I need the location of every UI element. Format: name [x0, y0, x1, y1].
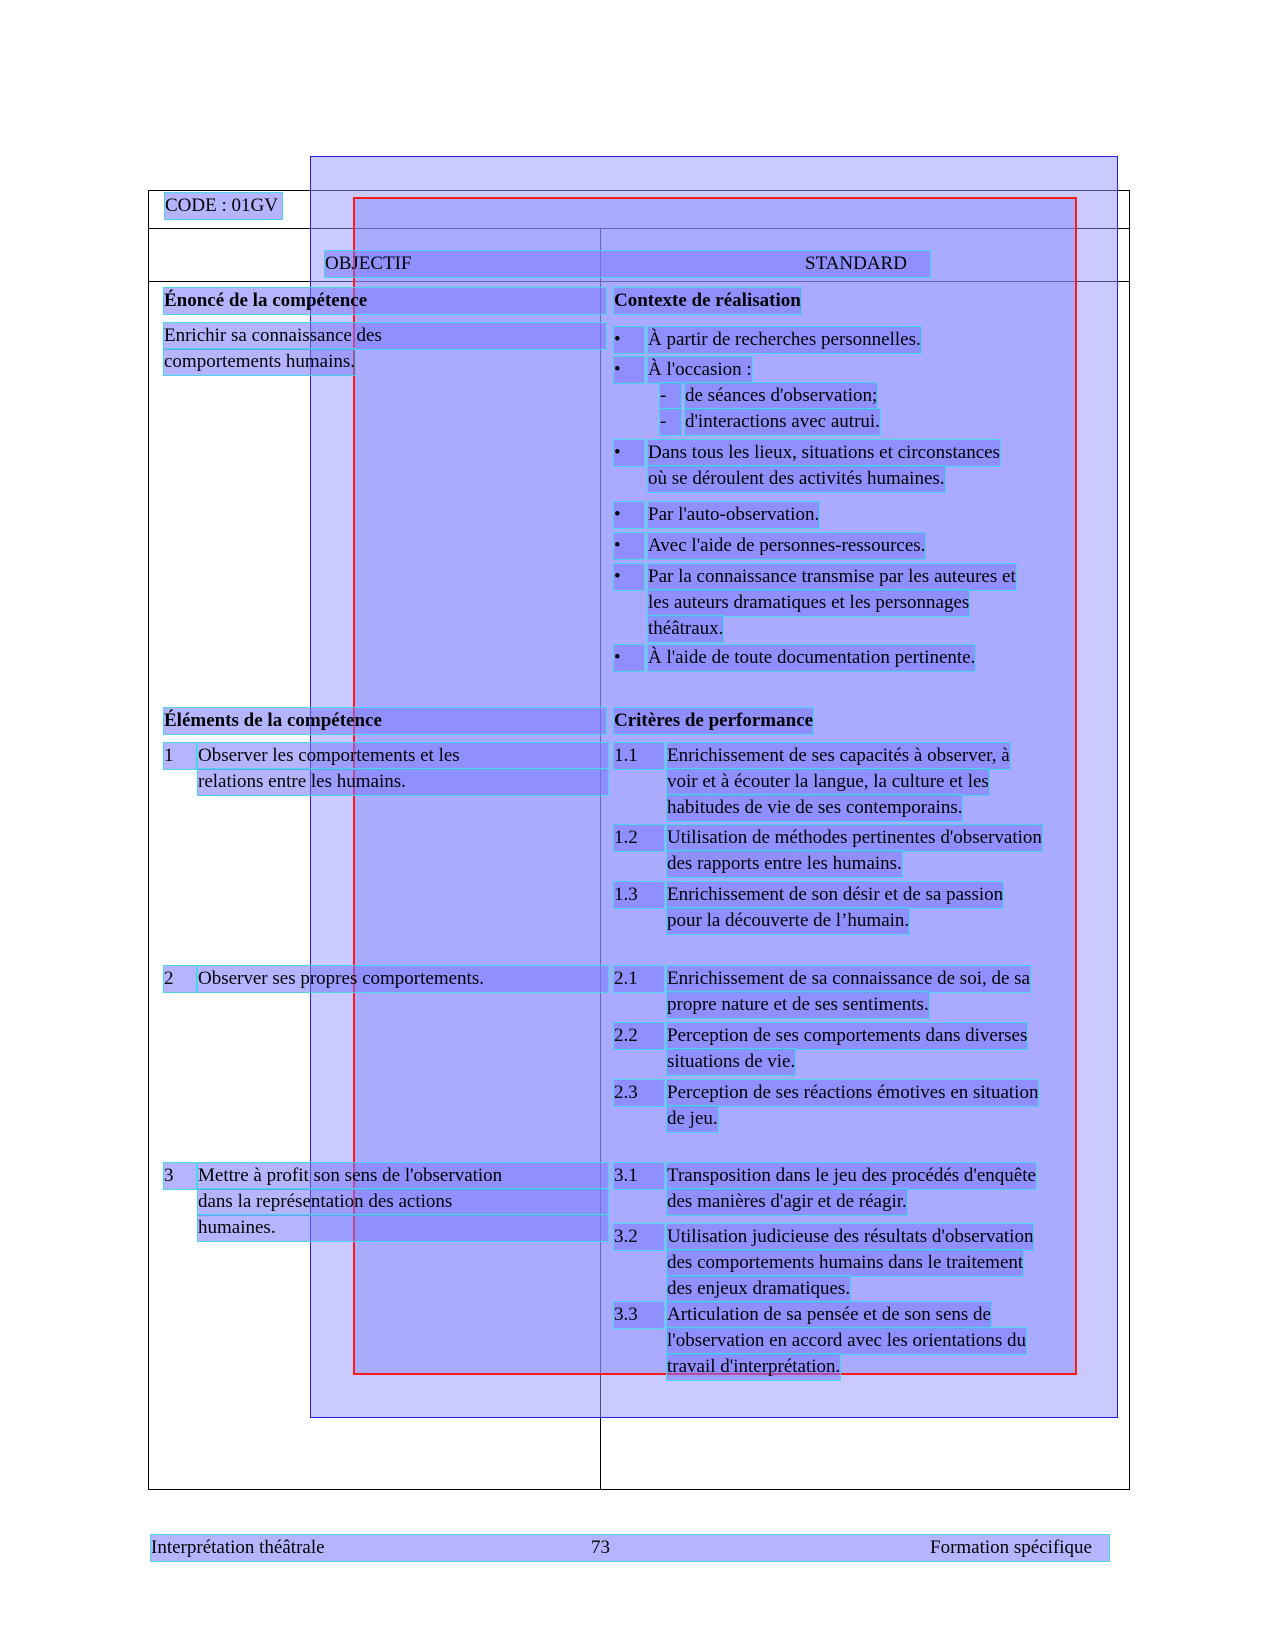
contexte-item-line: Dans tous les lieux, situations et circonstances — [648, 440, 1000, 466]
contexte-item-line: où se déroulent des activités humaines. — [648, 466, 945, 492]
element-line: Observer ses propres comportements. — [198, 966, 608, 992]
element-line: Mettre à profit son sens de l'observation — [198, 1163, 608, 1189]
critere-number: 3.2 — [614, 1224, 664, 1250]
critere-line: des rapports entre les humains. — [667, 851, 902, 877]
enonce-title: Énoncé de la compétence — [164, 288, 606, 314]
critere-line: Enrichissement de sa connaissance de soi, de sa — [667, 966, 1030, 992]
critere-line: propre nature et de ses sentiments. — [667, 992, 929, 1018]
contexte-bullet: • — [614, 327, 644, 353]
element-line: Observer les comportements et les — [198, 743, 608, 769]
element-line: dans la représentation des actions — [198, 1189, 608, 1215]
critere-line: des comportements humains dans le traitement — [667, 1250, 1023, 1276]
contexte-item-line: À l'aide de toute documentation pertinente. — [648, 645, 975, 671]
contexte-item-line: Par l'auto-observation. — [648, 502, 819, 528]
contexte-bullet: - — [660, 383, 681, 409]
critere-line: travail d'interprétation. — [667, 1354, 840, 1380]
critere-line: des manières d'agir et de réagir. — [667, 1189, 907, 1215]
element-line: relations entre les humains. — [198, 769, 608, 795]
contexte-item-line: de séances d'observation; — [685, 383, 877, 409]
critere-line: voir et à écouter la langue, la culture et les — [667, 769, 989, 795]
critere-line: l'observation en accord avec les orientations du — [667, 1328, 1026, 1354]
column-header-standard: STANDARD — [805, 253, 907, 274]
critere-line: Enrichissement de son désir et de sa passion — [667, 882, 1003, 908]
code-label: CODE : 01GV — [165, 193, 282, 219]
page-number: 73 — [591, 1537, 610, 1558]
footer-left: Interprétation théâtrale — [151, 1535, 1109, 1561]
critere-line: situations de vie. — [667, 1049, 795, 1075]
contexte-item-line: À l'occasion : — [648, 357, 752, 383]
column-header-objectif: OBJECTIF — [325, 251, 930, 277]
critere-line: pour la découverte de l’humain. — [667, 908, 909, 934]
enonce-line-2: comportements humains. — [164, 349, 355, 375]
critere-line: Perception de ses comportements dans diverses — [667, 1023, 1027, 1049]
critere-number: 2.2 — [614, 1023, 664, 1049]
element-line: humaines. — [198, 1215, 608, 1241]
critere-number: 2.3 — [614, 1080, 664, 1106]
critere-line: Articulation de sa pensée et de son sens de — [667, 1302, 991, 1328]
critere-line: habitudes de vie de ses contemporains. — [667, 795, 962, 821]
enonce-line-1: Enrichir sa connaissance des — [164, 323, 606, 349]
contexte-item-line: Avec l'aide de personnes-ressources. — [648, 533, 925, 559]
contexte-item-line: d'interactions avec autrui. — [685, 409, 880, 435]
contexte-item-line: les auteurs dramatiques et les personnages — [648, 590, 969, 616]
contexte-bullet: • — [614, 564, 644, 590]
contexte-bullet: • — [614, 502, 644, 528]
contexte-bullet: • — [614, 357, 644, 383]
critere-line: de jeu. — [667, 1106, 718, 1132]
contexte-item-line: Par la connaissance transmise par les auteures et — [648, 564, 1016, 590]
contexte-bullet: • — [614, 440, 644, 466]
contexte-item-line: théâtraux. — [648, 616, 723, 642]
element-number: 2 — [164, 966, 196, 992]
elements-title: Éléments de la compétence — [164, 708, 606, 734]
critere-line: Perception de ses réactions émotives en situation — [667, 1080, 1038, 1106]
critere-line: Utilisation judicieuse des résultats d'observation — [667, 1224, 1033, 1250]
critere-line: Utilisation de méthodes pertinentes d'observation — [667, 825, 1042, 851]
critere-number: 1.3 — [614, 882, 664, 908]
critere-number: 3.3 — [614, 1302, 664, 1328]
element-number: 1 — [164, 743, 196, 769]
critere-number: 1.2 — [614, 825, 664, 851]
critere-number: 2.1 — [614, 966, 664, 992]
contexte-title: Contexte de réalisation — [614, 288, 801, 314]
contexte-bullet: - — [660, 409, 681, 435]
critere-line: Transposition dans le jeu des procédés d'enquête — [667, 1163, 1036, 1189]
contexte-item-line: À partir de recherches personnelles. — [648, 327, 921, 353]
contexte-bullet: • — [614, 533, 644, 559]
critere-number: 1.1 — [614, 743, 664, 769]
criteres-title: Critères de performance — [614, 708, 813, 734]
critere-line: Enrichissement de ses capacités à observer, à — [667, 743, 1010, 769]
footer-right: Formation spécifique — [930, 1537, 1092, 1558]
critere-number: 3.1 — [614, 1163, 664, 1189]
element-number: 3 — [164, 1163, 196, 1189]
critere-line: des enjeux dramatiques. — [667, 1276, 850, 1302]
contexte-bullet: • — [614, 645, 644, 671]
